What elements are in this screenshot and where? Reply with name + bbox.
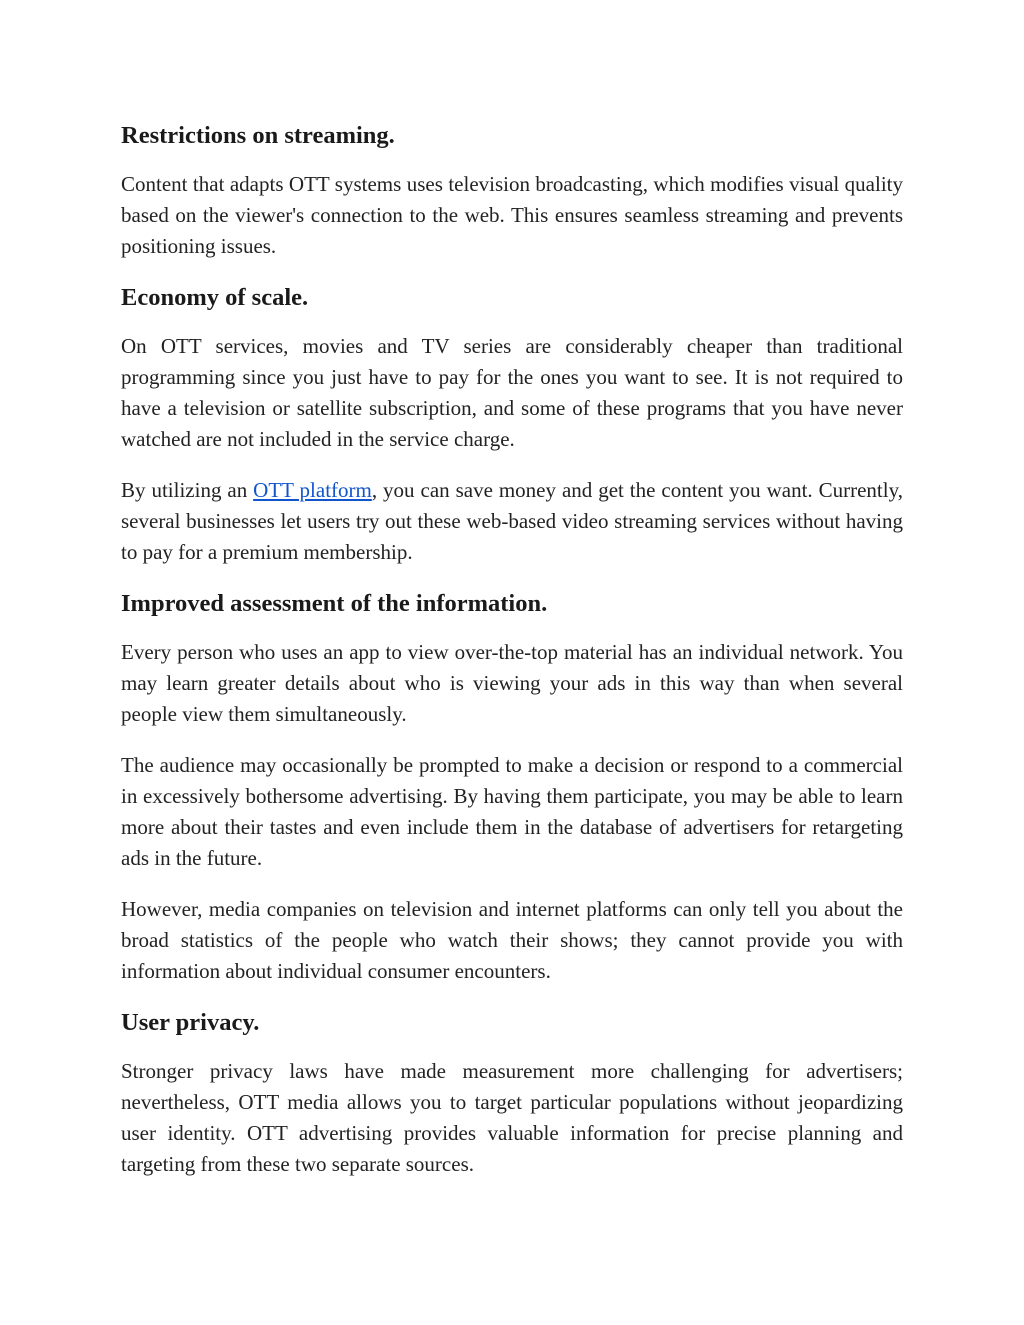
heading-improved-assessment: Improved assessment of the information. xyxy=(121,590,548,617)
paragraph-ott-platform xyxy=(121,475,903,568)
document-page xyxy=(121,108,903,1200)
paragraph-restrictions: Content that adapts OTT systems uses television broadcasting, which modifies visual quality based on the viewer's connection to the web. This ensures seamless streaming and prevents positioning issues. xyxy=(121,172,903,258)
paragraph-text-after-link: , you can save money and get the content you want. Currently, several businesses let users try out these web-based video streaming services without having to pay for a premium membership. xyxy=(121,478,903,564)
heading-user-privacy: User privacy. xyxy=(121,1009,260,1036)
paragraph-assessment-2: The audience may occasionally be prompted to make a decision or respond to a commercial in excessively bothersome advertising. By having them participate, you may be able to learn more about their tastes and even include them in the database of advertisers for retargeting ads in the future. xyxy=(121,753,903,870)
ott-platform-link[interactable]: OTT platform xyxy=(253,478,372,502)
paragraph-text-before-link: By utilizing an xyxy=(121,478,254,502)
heading-restrictions-on-streaming: Restrictions on streaming. xyxy=(121,122,395,149)
paragraph-user-privacy: Stronger privacy laws have made measurement more challenging for advertisers; nevertheless, OTT media allows you to target particular populations without jeopardizing user identity. OTT advertising provides valuable information for precise planning and targeting from these two separate sources. xyxy=(121,1059,903,1176)
heading-economy-of-scale: Economy of scale. xyxy=(121,284,309,311)
paragraph-economy: On OTT services, movies and TV series are considerably cheaper than traditional programming since you just have to pay for the ones you want to see. It is not required to have a television or satellite subscription, and some of these programs that you have never watched are not included in the service charge. xyxy=(121,334,903,451)
paragraph-assessment-1: Every person who uses an app to view over-the-top material has an individual network. You may learn greater details about who is viewing your ads in this way than when several people view them simultaneously. xyxy=(121,640,903,726)
paragraph-assessment-3: However, media companies on television and internet platforms can only tell you about the broad statistics of the people who watch their shows; they cannot provide you with information about individual consumer encounters. xyxy=(121,897,903,983)
